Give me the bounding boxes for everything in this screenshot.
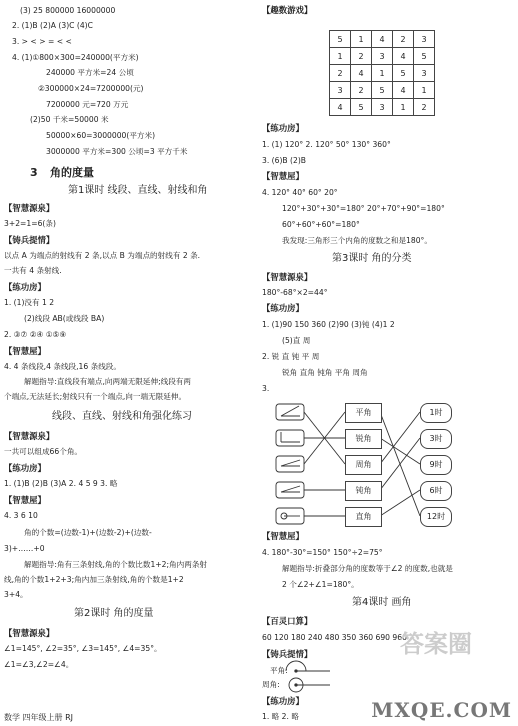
text-line: ∠1=145°, ∠2=35°, ∠3=145°, ∠4=35°。 [4,644,162,653]
section-heading: 【智慧源泉】 [4,628,55,638]
text-line: 60°+60°+60°=180° [282,220,360,229]
grid-cell: 5 [393,65,414,82]
text-line: 个端点,无法延长;射线只有一个端点,向一端无限延伸。 [4,392,187,401]
text-line: 50000×60=3000000(平方米) [46,131,156,140]
text-line: 1. 略 2. 略 [262,712,299,721]
text-line: 180°-68°×2=44° [262,288,328,297]
grid-cell: 2 [414,99,435,116]
lesson-title: 第4课时 画角 [352,597,412,608]
clock-box: 12时 [420,507,452,527]
text-line: 以点 A 为端点的射线有 2 条,以点 B 为端点的射线有 2 条. [4,251,201,260]
unit-title: 角的度量 [50,166,94,179]
text-line: 4. (1)①800×300=240000(平方米) [12,53,139,62]
text-line: 120°+30°+30°=180° 20°+70°+90°=180° [282,204,445,213]
grid-cell: 1 [414,82,435,99]
text-line: 3000000 平方米=300 公顷=3 平方千米 [46,147,188,156]
text-line: 解题指导:折叠部分角的度数等于∠2 的度数,也就是 [282,564,453,573]
text-line: 3. (6)B (2)B [262,156,307,165]
angle-name-box: 钝角 [345,481,382,501]
text-line: 4. 180°-30°=150° 150°÷2=75° [262,548,383,557]
grid-cell: 5 [372,82,393,99]
section-heading: 【智慧源泉】 [4,203,55,213]
grid-cell: 3 [414,65,435,82]
grid-cell: 3 [330,82,351,99]
grid-cell: 2 [330,65,351,82]
text-line: 4. 3 6 10 [4,511,38,520]
grid-cell: 3 [372,99,393,116]
text-line: 线,角的个数1+2+3;角内加三条射线,角的个数是1+2 [4,575,184,584]
grid-cell: 5 [330,31,351,48]
text-line: 1. (1)90 150 360 (2)90 (3)钝 (4)1 2 [262,320,395,329]
section-heading: 【百灵口算】 [262,616,313,626]
practice-title: 线段、直线、射线和角强化练习 [52,411,192,422]
text-line: 1. (1)B (2)B (3)A 2. 4 5 9 3. 略 [4,479,118,488]
grid-cell: 1 [393,99,414,116]
text-line: ②300000×24=7200000(元) [38,84,144,93]
text-line: 1. (1)没有 1 2 [4,298,55,307]
text-line: (2)50 千米=50000 米 [30,115,109,124]
grid-cell: 2 [351,48,372,65]
text-line: 一共可以组成66个角。 [4,447,83,456]
section-heading: 【铸兵提情】 [4,235,55,245]
text-line: (5)直 周 [282,336,311,345]
grid-cell: 5 [414,48,435,65]
text-line: 解题指导:直线段有端点,向两端无限延伸;线段有两 [24,377,191,386]
text-line: 2 个∠2+∠1=180°。 [282,580,359,589]
section-heading: 【练功房】 [4,282,46,292]
text-line: 240000 平方米=24 公顷 [46,68,134,77]
section-heading: 【智慧屋】 [4,346,46,356]
text-line: ∠1=∠3,∠2=∠4。 [4,660,74,669]
section-heading: 【智慧源泉】 [4,431,55,441]
grid-cell: 2 [351,82,372,99]
clock-box: 6时 [420,481,452,501]
watermark: MXQE.COM [371,698,512,722]
text-line: 1. (1) 120° 2. 120° 50° 130° 360° [262,140,391,149]
text-line: 4. 120° 40° 60° 20° [262,188,338,197]
angle-name-box: 平角 [345,403,382,423]
text-line: 一共有 4 条射线. [4,266,62,275]
angle-name-box: 周角 [345,455,382,475]
grid-cell: 4 [330,99,351,116]
grid-cell: 4 [372,31,393,48]
lesson-title: 第3课时 角的分类 [332,253,412,264]
text-line: 60 120 180 240 480 350 360 690 960 [262,633,407,642]
section-heading: 【智慧屋】 [262,531,304,541]
text-line: 我发现:三角形三个内角的度数之和是180°。 [282,236,432,245]
text-line: 3+4。 [4,590,28,599]
text-line: 周角: [262,680,280,689]
text-line: 锐角 直角 钝角 平角 周角 [282,368,368,377]
lesson-title: 第2课时 角的度量 [74,608,154,619]
section-heading: 【铸兵提情】 [262,649,313,659]
clock-box: 1时 [420,403,452,423]
text-line: 2. ③⑦ ②④ ①⑤⑨ [4,330,67,339]
section-heading: 【智慧屋】 [262,171,304,181]
text-line: 3. [262,384,270,393]
text-line: 解题指导:角有三条射线,角的个数比数1+2;角内两条射 [24,560,208,569]
grid-cell: 2 [393,31,414,48]
text-line: 3)+……+0 [4,544,45,553]
section-heading: 【练功房】 [262,123,304,133]
text-line: 3. > < > = < < [12,37,72,46]
section-heading: 【智慧屋】 [4,495,46,505]
grid-cell: 4 [351,65,372,82]
lesson-title: 第1课时 线段、直线、射线和角 [68,185,208,196]
watermark-cn: 答案圈 [400,630,472,658]
unit-number: 3 [30,166,38,179]
section-heading: 【智慧源泉】 [262,272,313,282]
grid-cell: 4 [393,82,414,99]
text-line: 4. 4 条线段,4 条线段,16 条线段。 [4,362,121,371]
section-heading: 【趣数游戏】 [262,5,313,15]
grid-cell: 1 [372,65,393,82]
text-line: 3+2=1=6(条) [4,219,56,228]
text-line: 角的个数=(边数-1)+(边数-2)+(边数- [24,528,152,537]
angle-name-box: 锐角 [345,429,382,449]
text-line: 7200000 元=720 万元 [46,100,129,109]
text-line: 平角: [270,666,288,675]
clock-box: 9时 [420,455,452,475]
clock-box: 3时 [420,429,452,449]
section-heading: 【练功房】 [4,463,46,473]
section-heading: 【练功房】 [262,696,304,706]
angle-name-box: 直角 [345,507,382,527]
grid-cell: 3 [372,48,393,65]
grid-cell: 1 [351,31,372,48]
text-line: 2. 锐 直 钝 平 周 [262,352,320,361]
grid-cell: 5 [351,99,372,116]
page-footer: 数学 四年级上册 RJ [4,713,74,722]
text-line: (3) 25 800000 16000000 [20,6,116,15]
grid-cell: 4 [393,48,414,65]
grid-cell: 3 [414,31,435,48]
grid-cell: 1 [330,48,351,65]
text-line: 2. (1)B (2)A (3)C (4)C [12,21,93,30]
text-line: (2)线段 AB(或线段 BA) [24,314,105,323]
section-heading: 【练功房】 [262,303,304,313]
